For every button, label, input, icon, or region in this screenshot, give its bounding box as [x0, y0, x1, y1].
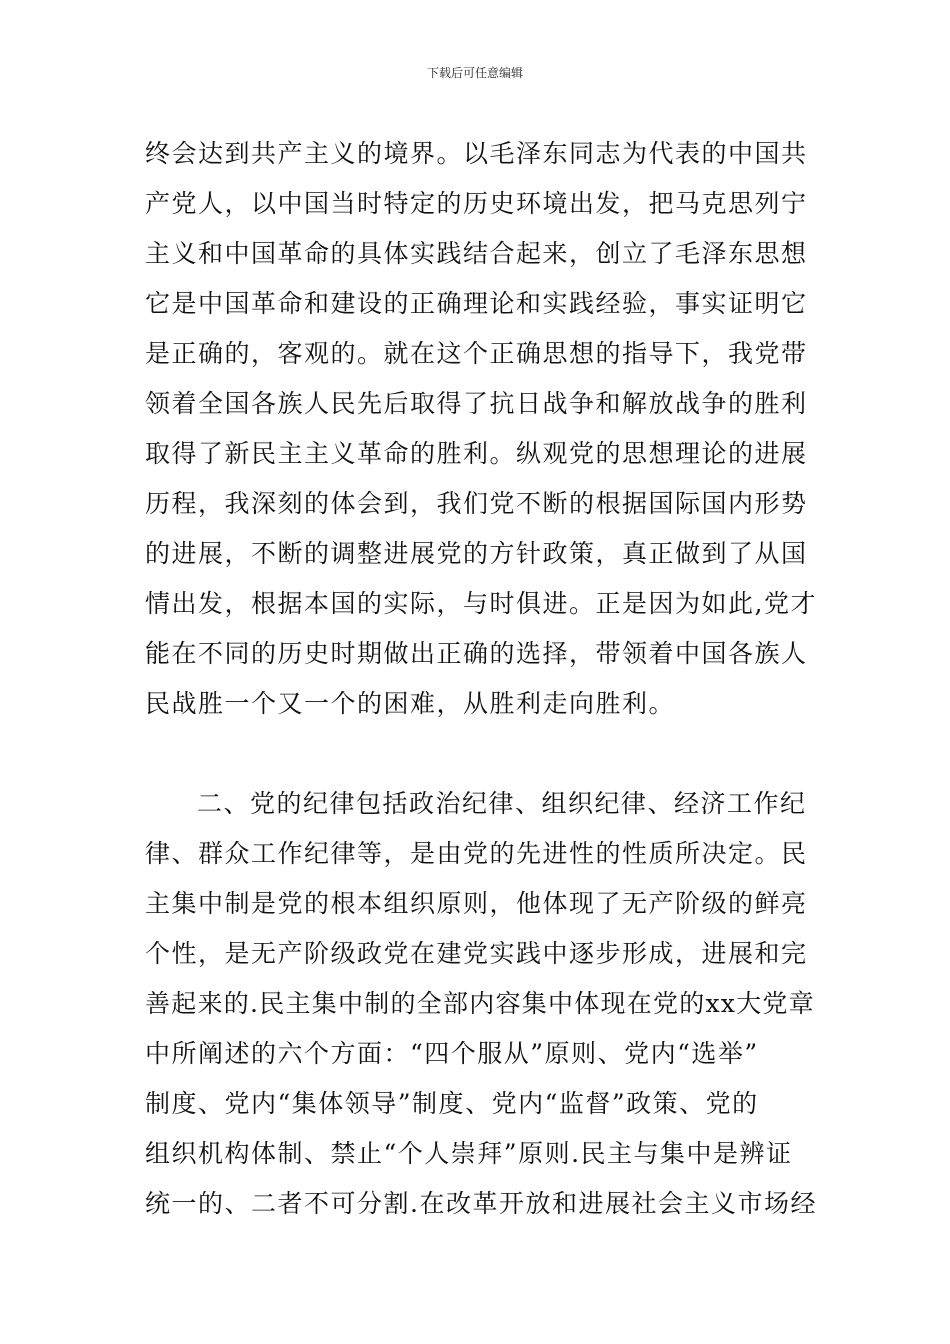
text-line: 历程，我深刻的体会到，我们党不断的根据国际国内形势: [145, 489, 808, 518]
text-line: 终会达到共产主义的境界。以毛泽东同志为代表的中国共: [145, 139, 808, 168]
text-line: 二、党的纪律包括政治纪律、组织纪律、经济工作纪: [197, 789, 807, 818]
text-line: 的进展，不断的调整进展党的方针政策，真正做到了从国: [145, 539, 808, 568]
text-line: 律、群众工作纪律等，是由党的先进性的性质所决定。民: [145, 839, 808, 868]
paragraph-1: [145, 129, 820, 729]
text-line: 领着全国各族人民先后取得了抗日战争和解放战争的胜利: [145, 389, 808, 418]
text-line: 产党人，以中国当时特定的历史环境出发，把马克思列宁: [145, 189, 808, 218]
text-line: 善起来的.民主集中制的全部内容集中体现在党的xx大党章: [145, 989, 815, 1018]
text-line: 中所阐述的六个方面：“四个服从”原则、党内“选举”: [145, 1039, 759, 1068]
text-line: 是正确的，客观的。就在这个正确思想的指导下，我党带: [145, 339, 808, 368]
text-line: 主集中制是党的根本组织原则，他体现了无产阶级的鲜亮: [145, 889, 808, 918]
text-line: 主义和中国革命的具体实践结合起来，创立了毛泽东思想: [145, 239, 808, 268]
paragraph-spacer: [145, 729, 820, 779]
text-line: 民战胜一个又一个的困难，从胜利走向胜利。: [145, 689, 676, 718]
text-line: 统一的、二者不可分割.在改革开放和进展社会主义市场经: [145, 1189, 817, 1218]
text-line: 个性，是无产阶级政党在建党实践中逐步形成，进展和完: [145, 939, 808, 968]
text-line: 制度、党内“集体领导”制度、党内“监督”政策、党的: [145, 1089, 759, 1118]
text-line: 取得了新民主主义革命的胜利。纵观党的思想理论的进展: [145, 439, 808, 468]
text-line: 组织机构体制、禁止“个人崇拜”原则.民主与集中是辨证: [145, 1139, 793, 1168]
text-line: 情出发，根据本国的实际，与时俱进。正是因为如此,党才: [145, 589, 817, 618]
text-line: 它是中国革命和建设的正确理论和实践经验，事实证明它: [145, 289, 808, 318]
document-body: [145, 129, 820, 1229]
page-header: 下载后可任意编辑: [426, 66, 523, 80]
paragraph-2: [145, 779, 820, 1229]
text-line: 能在不同的历史时期做出正确的选择，带领着中国各族人: [145, 639, 808, 668]
